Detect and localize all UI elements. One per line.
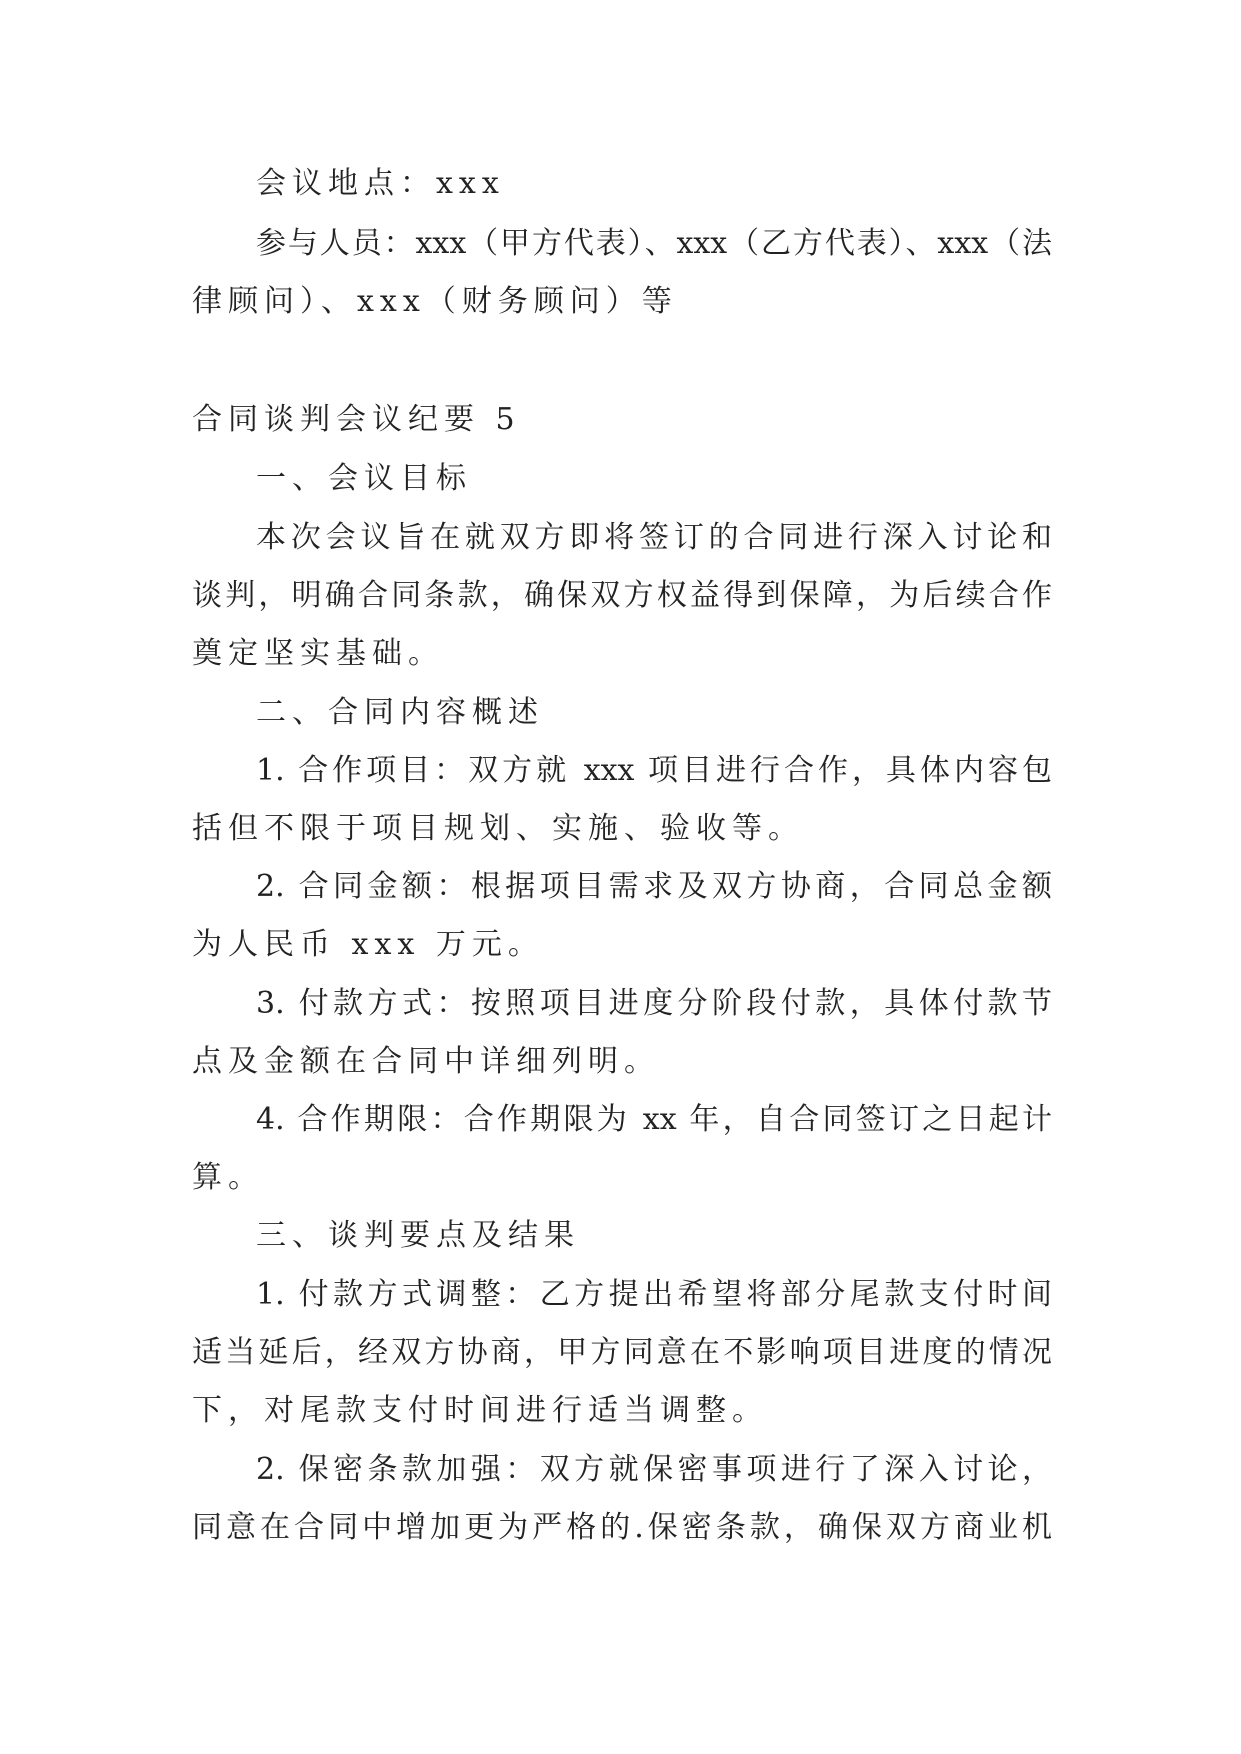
list-item-line: 1. 付款方式调整：乙方提出希望将部分尾款支付时间 [256, 1277, 1052, 1312]
list-item-line: 同意在合同中增加更为严格的.保密条款，确保双方商业机 [192, 1510, 1052, 1545]
meeting-location: 会议地点：xxx [256, 166, 505, 201]
attendees-line-1: 参与人员：xxx（甲方代表）、xxx（乙方代表）、xxx（法 [256, 226, 1052, 261]
paragraph-line: 本次会议旨在就双方即将签订的合同进行深入讨论和 [256, 520, 1052, 555]
list-item-line: 适当延后，经双方协商，甲方同意在不影响项目进度的情况 [192, 1335, 1052, 1370]
list-item-line: 点及金额在合同中详细列明。 [192, 1044, 660, 1079]
attendees-line-2: 律顾问）、xxx（财务顾问）等 [192, 284, 678, 319]
list-item-line: 3. 付款方式：按照项目进度分阶段付款，具体付款节 [256, 986, 1052, 1021]
list-item-line: 1. 合作项目：双方就 xxx 项目进行合作，具体内容包 [256, 753, 1052, 788]
list-item-line: 2. 保密条款加强：双方就保密事项进行了深入讨论， [256, 1452, 1052, 1487]
list-item-line: 算。 [192, 1160, 264, 1195]
section-heading-negotiation: 三、谈判要点及结果 [256, 1218, 580, 1253]
list-item-line: 4. 合作期限：合作期限为 xx 年，自合同签订之日起计 [256, 1102, 1052, 1137]
section-heading-goal: 一、会议目标 [256, 461, 472, 496]
section-heading-overview: 二、合同内容概述 [256, 695, 544, 730]
list-item-line: 2. 合同金额：根据项目需求及双方协商，合同总金额 [256, 869, 1052, 904]
paragraph-line: 奠定坚实基础。 [192, 636, 444, 671]
document-title: 合同谈判会议纪要 5 [192, 402, 521, 437]
list-item-line: 括但不限于项目规划、实施、验收等。 [192, 811, 804, 846]
paragraph-line: 谈判，明确合同条款，确保双方权益得到保障，为后续合作 [192, 578, 1052, 613]
list-item-line: 为人民币 xxx 万元。 [192, 927, 544, 962]
list-item-line: 下，对尾款支付时间进行适当调整。 [192, 1393, 768, 1428]
